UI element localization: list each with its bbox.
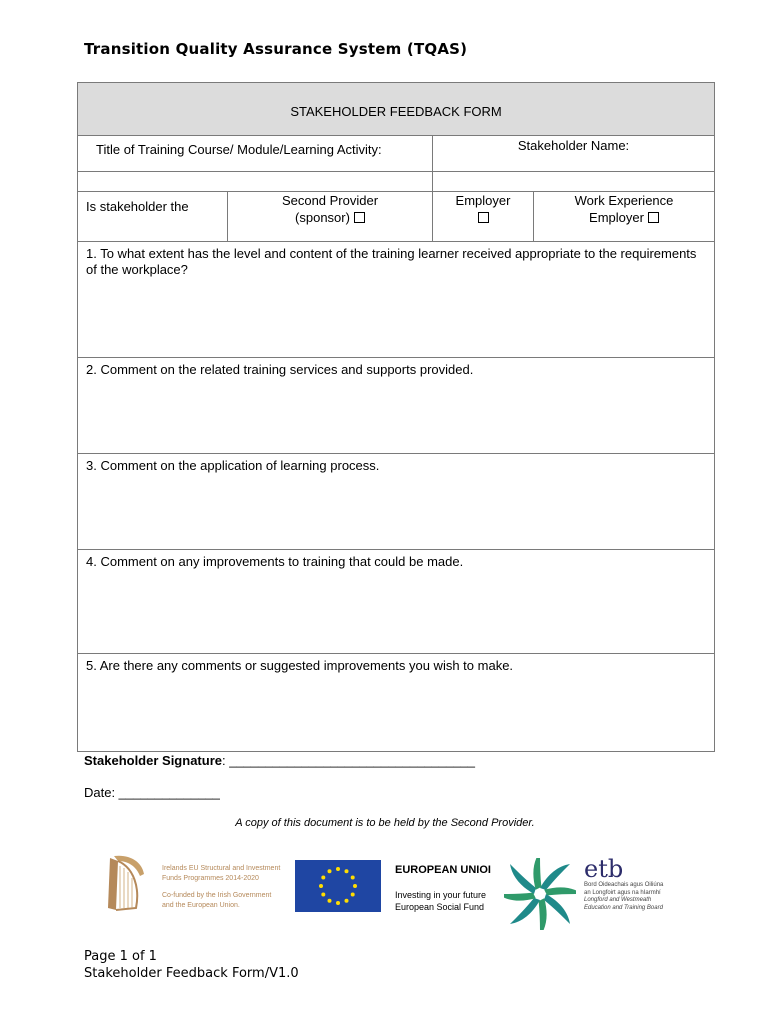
eu-flag-icon: [295, 860, 381, 912]
etb-line1: Bord Oideachais agus Oiliúna: [584, 882, 664, 888]
option-work-experience-line2: Employer: [589, 210, 644, 225]
page-footer: [84, 948, 299, 982]
employer-checkbox[interactable]: [478, 212, 489, 223]
question-5[interactable]: 5. Are there any comments or suggested improvements you wish to make.: [78, 654, 715, 752]
option-work-experience-line1: Work Experience: [574, 193, 674, 208]
signature-blank: : __________________________________: [221, 753, 476, 768]
etb-logo: etb: [584, 855, 624, 883]
work-experience-checkbox[interactable]: [648, 212, 659, 223]
option-work-experience-employer[interactable]: [534, 192, 715, 242]
document-version: Stakeholder Feedback Form/V1.0: [84, 966, 299, 981]
option-employer-line1: Employer: [455, 193, 511, 208]
option-second-provider-line1: Second Provider: [281, 193, 379, 208]
etb-logo-block: [584, 856, 694, 912]
eu-stars-icon: [295, 860, 381, 912]
irl-line3: Co-funded by the Irish Government: [162, 892, 272, 899]
signature-label: Stakeholder Signature: [84, 753, 222, 768]
signature-line[interactable]: [84, 753, 475, 768]
eu-text: [395, 864, 495, 913]
form-title-cell: [78, 83, 715, 136]
irl-line4: and the European Union.: [162, 901, 240, 909]
copy-note: A copy of this document is to be held by the Second Provider.: [235, 817, 535, 829]
option-second-provider[interactable]: [228, 192, 433, 242]
etb-line3: Longford and Westmeath: [584, 897, 652, 903]
document-header-title: Transition Quality Assurance System (TQAS): [84, 40, 468, 58]
stakeholder-type-label: Is stakeholder the: [78, 192, 228, 242]
date-line[interactable]: Date: ______________: [84, 785, 220, 800]
funding-logos: [100, 852, 700, 932]
etb-line2: an Longfoirt agus na hIarmhí: [584, 889, 661, 896]
irl-line2: Funds Programmes 2014-2020: [162, 874, 259, 882]
irl-line1: Irelands EU Structural and Investment: [162, 865, 281, 872]
second-provider-checkbox[interactable]: [354, 212, 365, 223]
etb-line4: Education and Training Board: [584, 904, 663, 911]
option-second-provider-line2: (sponsor): [295, 210, 350, 225]
question-1[interactable]: 1. To what extent has the level and content of the training learner received appropriate to the requirements of the workplace?: [78, 242, 715, 358]
option-employer[interactable]: [433, 192, 534, 242]
course-title-label: Title of Training Course/ Module/Learning Activity:: [78, 136, 433, 172]
stakeholder-name-label: Stakeholder Name:: [433, 136, 715, 172]
course-title-field[interactable]: [78, 172, 433, 192]
question-2[interactable]: 2. Comment on the related training services and supports provided.: [78, 358, 715, 454]
page-number: Page 1 of 1: [84, 949, 157, 964]
stakeholder-name-field[interactable]: [433, 172, 715, 192]
irish-funds-text: [162, 864, 292, 910]
eu-title: EUROPEAN UNIOI: [395, 864, 491, 876]
etb-swirl-icon: [504, 858, 576, 930]
eu-line1: Investing in your future: [395, 890, 487, 900]
question-3[interactable]: 3. Comment on the application of learning process.: [78, 454, 715, 550]
irish-harp-icon: [100, 852, 152, 914]
eu-line2: European Social Fund: [395, 902, 485, 912]
form-title: STAKEHOLDER FEEDBACK FORM: [290, 103, 502, 119]
question-4[interactable]: 4. Comment on any improvements to training that could be made.: [78, 550, 715, 654]
feedback-form-table: [77, 82, 715, 752]
